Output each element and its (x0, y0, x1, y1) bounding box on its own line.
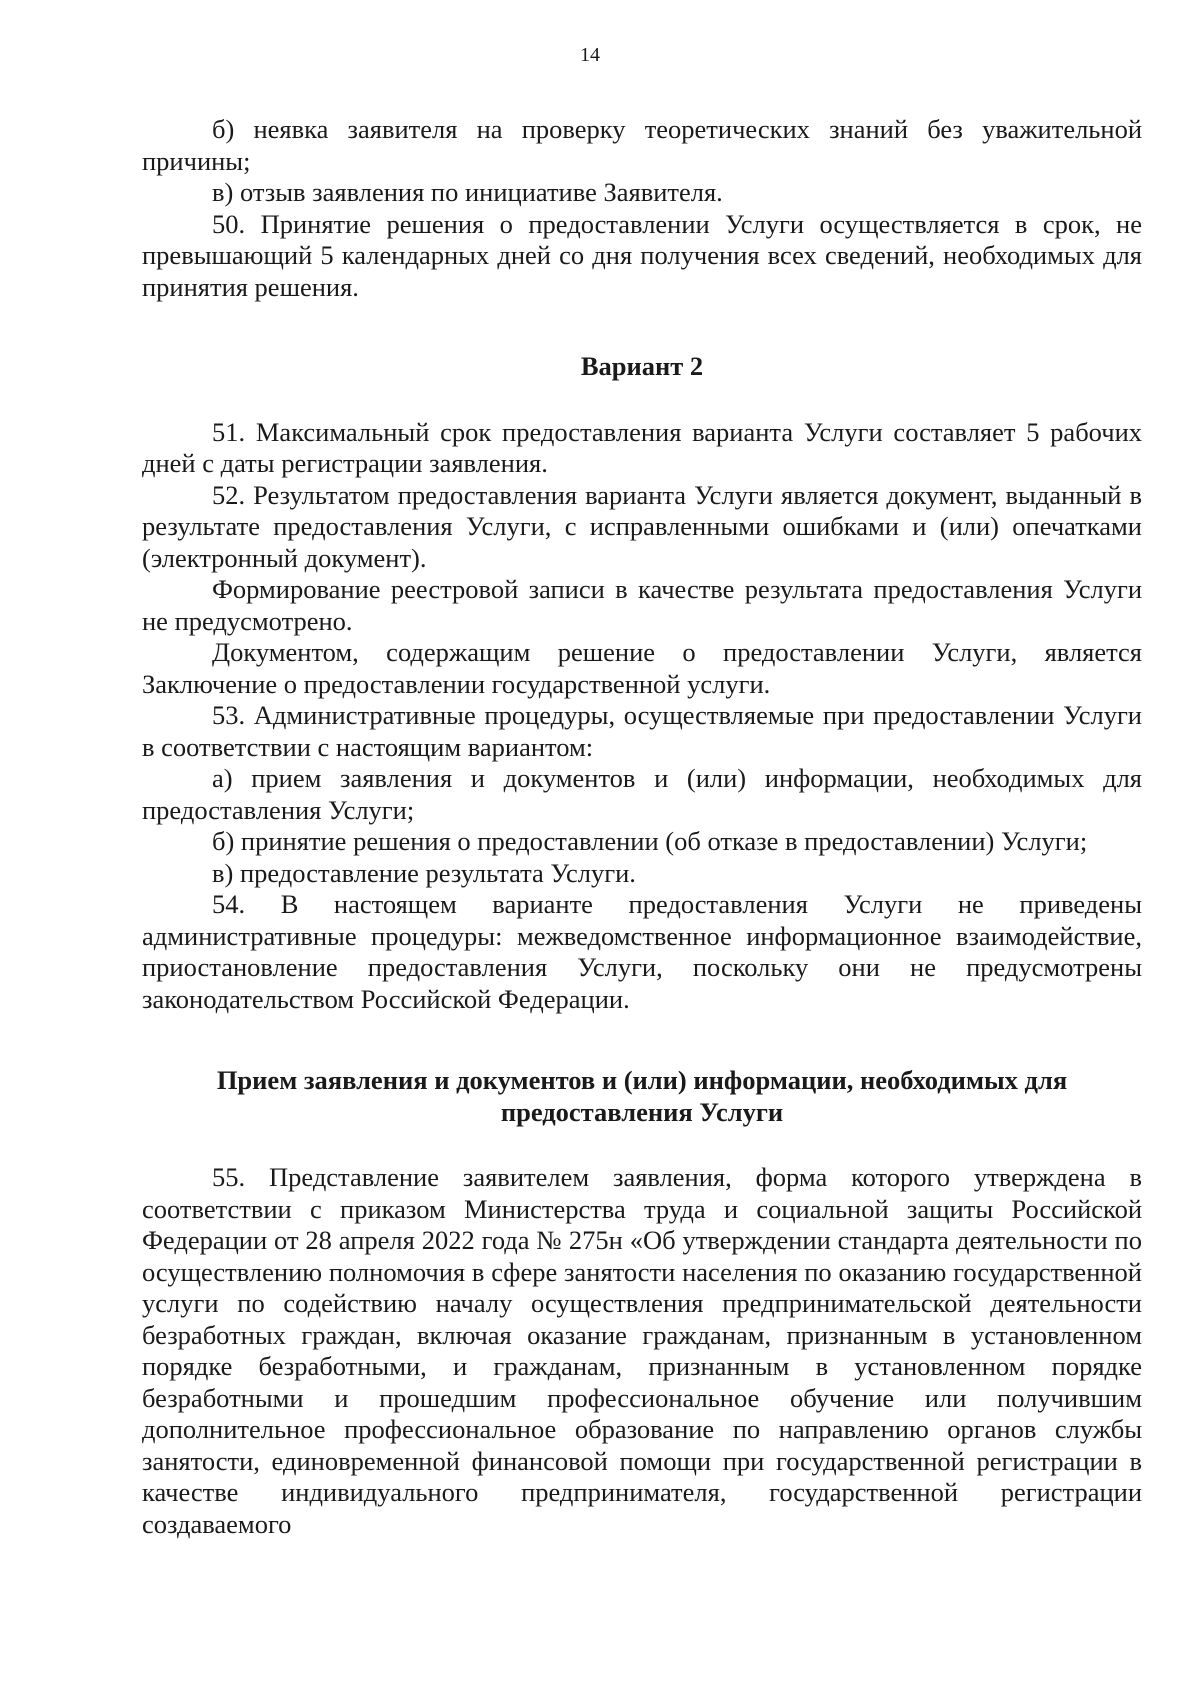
paragraph-52: 52. Результатом предоставления варианта Услуги является документ, выданный в результате предоставления Услуги, с исправленными ошибками и (или) опечатками (электронный документ). (142, 479, 1142, 573)
paragraph-54: 54. В настоящем варианте предоставления Услуги не приведены административные процедуры: межведомственное информационное взаимодействие, приостановление предоставления Услуги, поскольку они не предусмотрены законодательством Российской Федерации. (142, 889, 1142, 1014)
document-body (142, 114, 1142, 1540)
paragraph-51: 51. Максимальный срок предоставления варианта Услуги составляет 5 рабочих дней с даты регистрации заявления. (142, 416, 1142, 478)
heading-variant-2: Вариант 2 (580, 351, 704, 381)
paragraph-50: 50. Принятие решения о предоставлении Услуги осуществляется в срок, не превышающий 5 календарных дней со дня получения всех сведений, необходимых для принятия решения. (142, 208, 1142, 302)
paragraph-53-b: б) принятие решения о предоставлении (об отказе в предоставлении) Услуги; (212, 826, 1088, 856)
heading-reception: Прием заявления и документов и (или) информации, необходимых для предоставления Услуги (216, 1065, 1068, 1127)
paragraph-decision-document: Документом, содержащим решение о предоставлении Услуги, является Заключение о предоставлении государственной услуги. (142, 637, 1142, 699)
paragraph-53-v: в) предоставление результата Услуги. (212, 857, 636, 888)
paragraph-55: 55. Представление заявителем заявления, форма которого утверждена в соответствии с приказом Министерства труда и социальной защиты Российской Федерации от 28 апреля 2022 года № 275н «Об утверждении стандарта деятельности по осуществлению полномочия в сфере занятости населения по оказанию государственной услуги по содействию началу осуществления предпринимательской деятельности безработных граждан, включая оказание гражданам, признанным в установленном порядке безработными, и гражданам, признанным в установленном порядке безработными и прошедшим профессиональное обучение или получившим дополнительное профессиональное образование по направлению органов службы занятости, единовременной финансовой помощи при государственной регистрации в качестве индивидуального предпринимателя, государственной регистрации создаваемого (142, 1162, 1142, 1539)
paragraph-item-b-absence: б) неявка заявителя на проверку теоретических знаний без уважительной причины; (142, 114, 1142, 176)
paragraph-registry-record: Формирование реестровой записи в качестве результата предоставления Услуги не предусмотрено. (142, 574, 1142, 636)
paragraph-53: 53. Административные процедуры, осуществляемые при предоставлении Услуги в соответствии с настоящим вариантом: (142, 700, 1142, 762)
page-number: 14 (580, 44, 600, 66)
paragraph-53-a: а) прием заявления и документов и (или) информации, необходимых для предоставления Услуги; (142, 763, 1142, 825)
paragraph-item-v-withdrawal: в) отзыв заявления по инициативе Заявителя. (212, 177, 723, 207)
